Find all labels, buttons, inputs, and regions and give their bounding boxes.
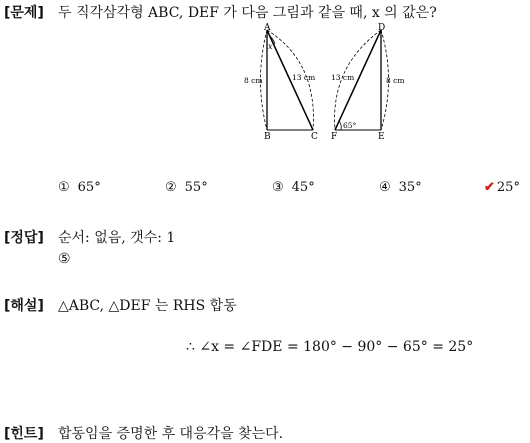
choice-5[interactable] [484,180,520,195]
choice-4-value: 35° [398,180,422,195]
question-label: [문제] [4,5,44,21]
choice-4-number: ④ [379,180,391,195]
answer-label: [정답] [4,230,44,246]
label-angle-f: 65° [343,121,357,130]
explanation-formula: ∴ ∠x = ∠FDE = 180° − 90° − 65° = 25° [186,339,474,355]
point-a-label: A [264,23,271,33]
choice-5-value: 25° [496,180,520,195]
choice-3[interactable] [272,180,315,195]
label-ab: 8 cm [244,76,263,85]
triangle-figure [240,22,440,147]
answer-line2: ⑤ [58,251,71,267]
point-b-label: B [264,132,271,142]
choice-3-number: ③ [272,180,284,195]
checkmark-icon: ✔ [484,180,495,195]
point-c-label: C [311,132,318,142]
label-df: 13 cm [331,73,355,82]
explanation-line1: △ABC, △DEF 는 RHS 합동 [58,298,237,314]
choice-3-value: 45° [291,180,315,195]
point-d-label: D [378,23,386,33]
label-x: x [268,42,273,51]
answer-line1: 순서: 없음, 갯수: 1 [58,230,176,246]
choice-2-number: ② [165,180,177,195]
choice-4[interactable] [379,180,422,195]
explanation-label: [해설] [4,298,44,314]
choice-1[interactable] [58,180,101,195]
choice-2-value: 55° [184,180,208,195]
hint-label: [힌트] [4,426,44,442]
question-text: 두 직각삼각형 ABC, DEF 가 다음 그림과 같을 때, x 의 값은? [58,5,437,21]
point-f-label: F [331,132,338,142]
choice-1-value: 65° [77,180,101,195]
choice-2[interactable] [165,180,208,195]
hint-text: 합동임을 증명한 후 대응각을 찾는다. [58,426,284,442]
choice-1-number: ① [58,180,70,195]
label-ac: 13 cm [292,73,316,82]
label-de: 8 cm [386,76,405,85]
point-e-label: E [378,132,385,142]
